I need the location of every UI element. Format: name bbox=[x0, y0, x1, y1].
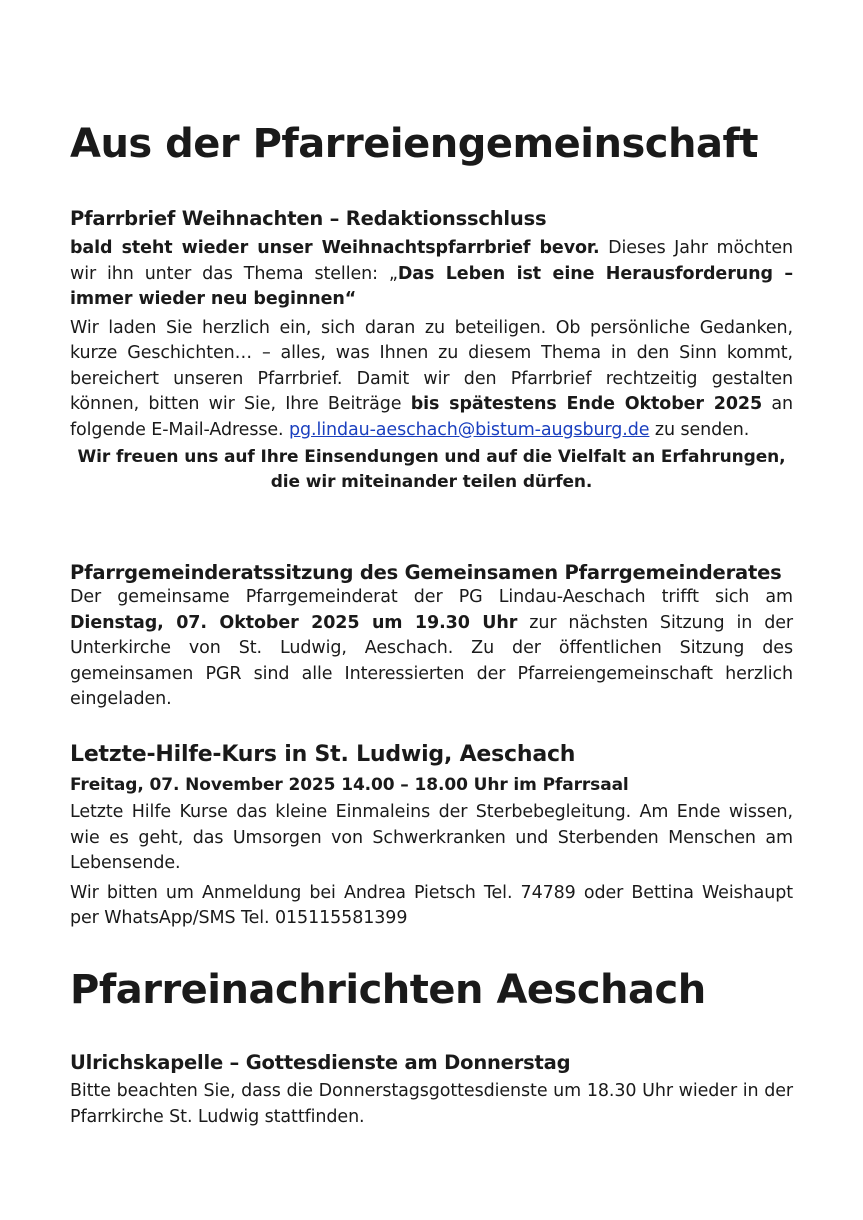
paragraph-intro bbox=[70, 236, 793, 313]
closing-statement: Wir freuen uns auf Ihre Einsendungen und auf die Vielfalt an Erfahrungen, die wir miteinander teilen dürfen. bbox=[77, 447, 786, 492]
invitation-text-2: an folgende E-Mail-Adresse. bbox=[70, 394, 793, 440]
invitation-end: zu senden. bbox=[649, 419, 750, 440]
section-letzte-hilfe bbox=[70, 741, 793, 932]
meeting-text-2: zur nächsten Sitzung in der Unterkirche von St. Ludwig, Aeschach. Zu der öffentlichen Sitzung des gemeinsamen PGR sind alle Interessierten der Pfarreiengemeinschaft herzlich eingeladen. bbox=[70, 612, 794, 709]
section-heading: Pfarrbrief Weihnachten – Redaktionsschluss bbox=[70, 207, 547, 230]
section-pgr-meeting bbox=[70, 560, 793, 713]
section-pfarrbrief bbox=[70, 206, 793, 495]
meeting-date: Dienstag, 07. Oktober 2025 um 19.30 Uhr bbox=[70, 612, 518, 633]
page-title-2: Pfarreinachrichten Aeschach bbox=[70, 967, 706, 1013]
section-heading: Ulrichskapelle – Gottesdienste am Donnerstag bbox=[70, 1051, 571, 1074]
course-date: Freitag, 07. November 2025 14.00 – 18.00 Uhr im Pfarrsaal bbox=[70, 775, 629, 795]
paragraph-meeting bbox=[70, 585, 793, 713]
intro-text: Dieses Jahr möchten wir ihn unter das Thema stellen: „ bbox=[70, 238, 794, 284]
paragraph-services: Bitte beachten Sie, dass die Donnerstagsgottesdienste um 18.30 Uhr wieder in der Pfarrkirche St. Ludwig stattfinden. bbox=[70, 1081, 793, 1127]
invitation-text: Wir laden Sie herzlich ein, sich daran zu beteiligen. Ob persönliche Gedanken, kurze Geschichten… – alles, was Ihnen zu diesem Thema in den Sinn kommt, bereichert unseren Pfarrbrief. Damit wir den Pfarrbrief rechtzeitig gestalten können, bitten wir Sie, Ihre Beiträge bbox=[70, 317, 793, 414]
meeting-text: Der gemeinsame Pfarrgemeinderat der PG Lindau-Aeschach trifft sich am bbox=[70, 587, 793, 607]
paragraph-registration: Wir bitten um Anmeldung bei Andrea Pietsch Tel. 74789 oder Bettina Weishaupt per WhatsApp/SMS Tel. 015115581399 bbox=[70, 882, 793, 928]
paragraph-course: Letzte Hilfe Kurse das kleine Einmaleins der Sterbebegleitung. Am Ende wissen, wie es geht, das Umsorgen von Schwerkranken und Sterbenden Menschen am Lebensende. bbox=[70, 802, 793, 873]
theme-quote: Das Leben ist eine Herausforderung – immer wieder neu beginnen“ bbox=[70, 263, 793, 309]
deadline-text: bis spätestens Ende Oktober 2025 bbox=[410, 394, 763, 414]
section-heading: Letzte-Hilfe-Kurs in St. Ludwig, Aeschach bbox=[70, 742, 576, 767]
page-title: Aus der Pfarreiengemeinschaft bbox=[70, 121, 758, 167]
section-ulrichskapelle bbox=[70, 1050, 793, 1130]
intro-bold: bald steht wieder unser Weihnachtspfarrbrief bevor. bbox=[70, 238, 600, 258]
email-link[interactable]: pg.lindau-aeschach@bistum-augsburg.de bbox=[288, 419, 650, 440]
paragraph-invitation bbox=[70, 316, 793, 444]
section-heading: Pfarrgemeinderatssitzung des Gemeinsamen Pfarrgemeinderates bbox=[70, 561, 782, 584]
